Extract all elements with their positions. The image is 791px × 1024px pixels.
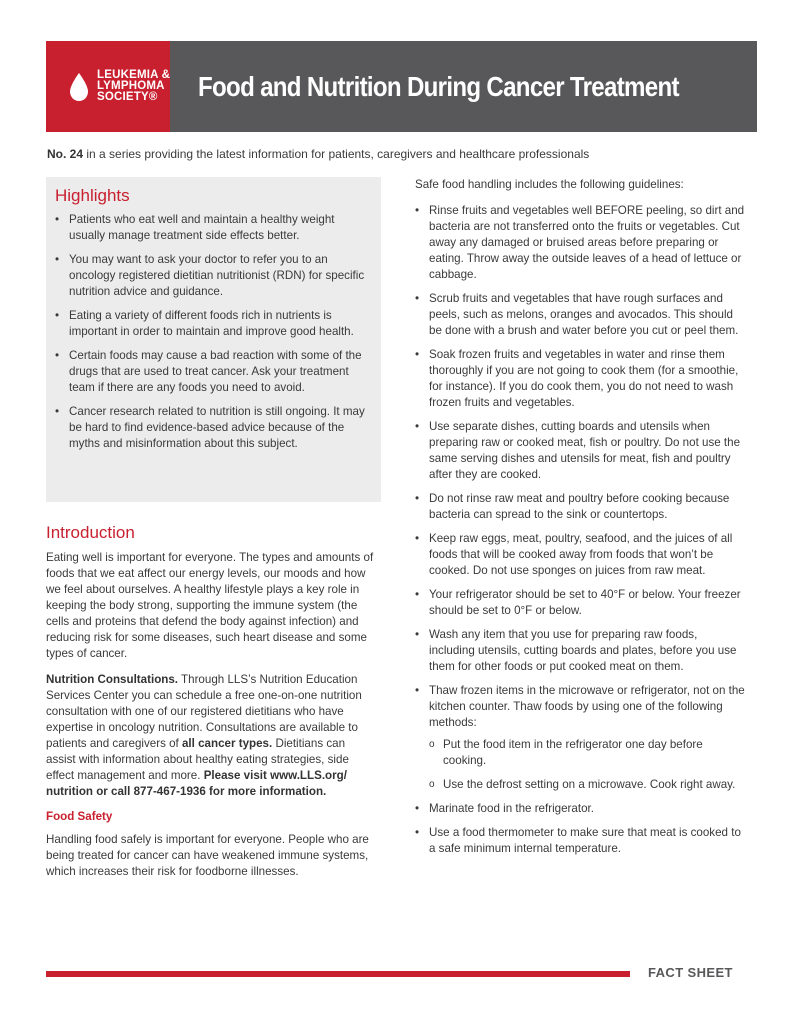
food-safety-heading: Food Safety [46, 810, 113, 823]
series-number: No. 24 [47, 147, 84, 161]
list-item: • Certain foods may cause a bad reaction with some of the drugs that are used to treat cancer. Ask your treatment team if there are any foods you need to avoid. [55, 348, 369, 396]
series-text: in a series providing the latest information for patients, caregivers and healthcare professionals [83, 147, 590, 161]
highlights-list [55, 212, 369, 452]
logo-line-3: SOCIETY® [97, 91, 158, 103]
introduction-heading: Introduction [46, 523, 135, 542]
sub-list-item: o Use the defrost setting on a microwave. Cook right away. [429, 777, 745, 793]
list-item: • You may want to ask your doctor to refer you to an oncology registered dietitian nutritionist (RDN) for specific nutrition advice and guidance. [55, 252, 369, 300]
consult-lead: Nutrition Consultations. [46, 673, 179, 686]
highlights-box [46, 177, 381, 502]
page-title: Food and Nutrition During Cancer Treatment [198, 70, 679, 102]
list-item: • Scrub fruits and vegetables that have rough surfaces and peels, such as melons, oranges and avocados. This should be done with a brush and water before you cut or peel them. [415, 291, 745, 339]
list-item: • Marinate food in the refrigerator. [415, 801, 745, 817]
introduction-paragraph: Eating well is important for everyone. The types and amounts of foods that we eat affect our energy levels, our moods and how we feel about ourselves. A healthy lifestyle plays a key role in keeping the body strong, supporting the immune system (the cells and proteins that defend the body against infection) and reducing risk for some diseases, such heart disease and some types of cancer. [46, 551, 374, 660]
list-item: • Patients who eat well and maintain a healthy weight usually manage treatment side effects better. [55, 212, 369, 244]
list-item: • Keep raw eggs, meat, poultry, seafood, and the juices of all foods that will be cooked away from foods that won’t be cooked. Do not use sponges on juices from raw meat. [415, 531, 745, 579]
consult-bold-1: all cancer types. [181, 737, 273, 750]
list-item: • Use separate dishes, cutting boards and utensils when preparing raw or cooked meat, fish or poultry. Do not use the same serving dishes and utensils for meat, fish and poultry after they are cooked. [415, 419, 745, 483]
guidelines-list [415, 203, 745, 857]
series-line [47, 147, 589, 161]
consult-bold-2: Please visit www.LLS.org/ nutrition or call 877-467-1936 for more information. [46, 769, 347, 798]
logo-line-2: LYMPHOMA [97, 80, 165, 92]
list-item: • Your refrigerator should be set to 40°F or below. Your freezer should be set to 0°F or below. [415, 587, 745, 619]
logo-wordmark [97, 70, 170, 103]
lls-logo [46, 41, 170, 132]
thaw-text: Thaw frozen items in the microwave or refrigerator, not on the kitchen counter. Thaw foods by using one of the following methods: [429, 684, 745, 729]
highlights-heading: Highlights [55, 186, 130, 205]
list-item: • Eating a variety of different foods rich in nutrients is important in order to maintain and improve good health. [55, 308, 369, 340]
footer-rule [46, 971, 630, 977]
fact-sheet-label: FACT SHEET [648, 965, 733, 980]
page-header [46, 41, 746, 132]
consult-text-1: Through LLS’s Nutrition Education Services Center you can schedule a free one-on-one nutrition consultation with one of our registered dietitians who have expertise in oncology nutrition. Consultations are available to patients and caregivers of [46, 673, 362, 750]
blood-drop-icon [68, 72, 90, 102]
nutrition-consultations-paragraph [46, 672, 376, 800]
list-item: • Use a food thermometer to make sure that meat is cooked to a safe minimum internal temperature. [415, 825, 745, 857]
list-item: • Do not rinse raw meat and poultry before cooking because bacteria can spread to the sink or countertops. [415, 491, 745, 523]
consult-text-2: Dietitians can assist with information about healthy eating strategies, side effect management and more. [46, 737, 349, 782]
list-item: • Cancer research related to nutrition is still ongoing. It may be hard to find evidence-based advice because of the myths and misinformation about this subject. [55, 404, 369, 452]
list-item: • Soak frozen fruits and vegetables in water and rinse them thoroughly if you are not going to cook them (for a smoothie, for instance). If you do cook them, you do not need to wash frozen fruits and vegetables. [415, 347, 745, 411]
list-item-thaw [415, 683, 745, 793]
guidelines-lead: Safe food handling includes the following guidelines: [415, 178, 684, 191]
food-safety-paragraph: Handling food safely is important for everyone. People who are being treated for cancer can have weakened immune systems, which increases their risk for foodborne illnesses. [46, 833, 369, 878]
list-item: • Wash any item that you use for preparing raw foods, including utensils, cutting boards and plates, before you use them for other foods or put cooked meat on them. [415, 627, 745, 675]
logo-line-1: LEUKEMIA & [97, 69, 171, 81]
guidelines-section [415, 177, 745, 865]
sub-list-item: o Put the food item in the refrigerator one day before cooking. [429, 737, 745, 769]
thaw-methods-list [429, 737, 745, 793]
title-banner [170, 41, 757, 132]
list-item: • Rinse fruits and vegetables well BEFORE peeling, so dirt and bacteria are not transferred onto the fruits or vegetables. Cut away any damaged or bruised areas before preparing or eating. Throw away the outside leaves of a head of lettuce or cabbage. [415, 203, 745, 283]
introduction-section [46, 523, 376, 890]
